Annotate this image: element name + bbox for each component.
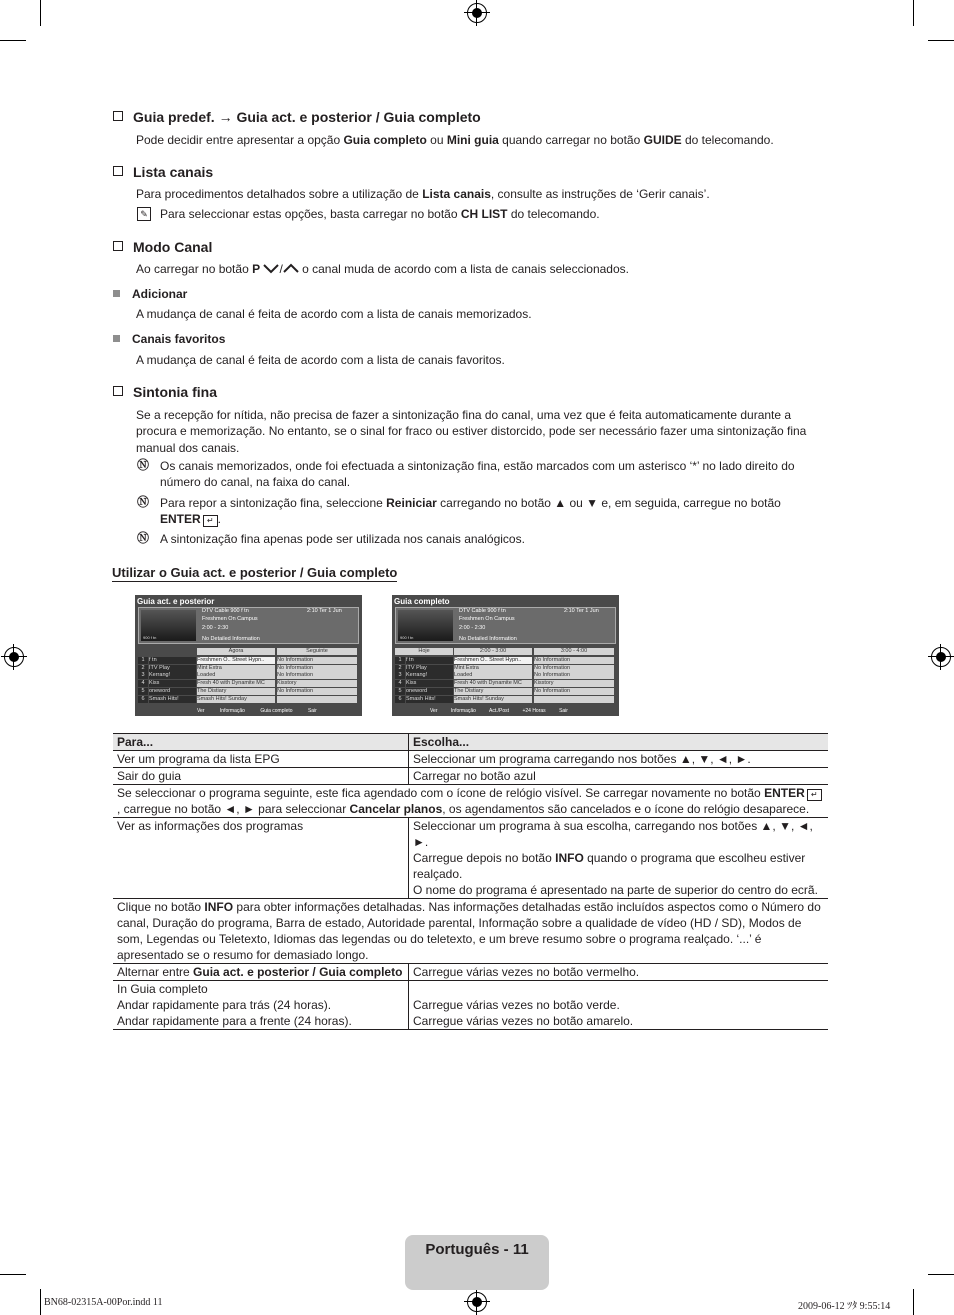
guia-text: Pode decidir entre apresentar a opção Guia completo ou Mini guia quando carregar no botão GUIDE do telecomando.: [136, 133, 774, 147]
registration-mark-icon: [467, 3, 487, 23]
checkbox-bullet-icon: [113, 241, 123, 251]
epg-bottom-bar: [197, 708, 357, 714]
epg-channel-number[interactable]: 1: [395, 657, 405, 664]
checkbox-bullet-icon: [113, 386, 123, 396]
chevron-down-icon: [263, 263, 279, 274]
epg-program-cell[interactable]: Smash Hits! Sunday: [454, 696, 532, 703]
table-row: [113, 899, 828, 964]
epg-channel-name[interactable]: Kiss: [149, 680, 196, 687]
crop-mark: [928, 1274, 954, 1275]
table-row: [113, 981, 828, 1030]
heading-modo-canal: Modo Canal: [113, 239, 212, 255]
heading-lista-canais: Lista canais: [113, 164, 213, 180]
note-icon: Ⓝ: [137, 458, 150, 472]
epg-channel-number[interactable]: 5: [138, 688, 148, 695]
epg-program-cell[interactable]: [277, 696, 357, 703]
square-bullet-icon: [113, 290, 120, 297]
epg-screen-full-guide: [392, 595, 619, 716]
epg-title: Guia act. e posterior: [137, 597, 215, 606]
epg-program-cell[interactable]: No Information: [534, 688, 614, 695]
epg-program-cell[interactable]: [534, 696, 614, 703]
epg-title: Guia completo: [394, 597, 450, 606]
enter-icon: ↵: [203, 515, 218, 527]
epg-program-cell[interactable]: Freshmen O.. Street Hypn..: [197, 657, 275, 664]
adicionar-title: Adicionar: [113, 287, 187, 301]
table-header-para: Para...: [113, 734, 409, 751]
table-cell: In Guia completo Andar rapidamente para trás (24 horas). Andar rapidamente para a frente (24 horas).: [113, 981, 409, 1030]
epg-column-now: Agora: [197, 648, 275, 655]
epg-info-slot: 2:00 - 2:30: [202, 625, 229, 631]
epg-program-cell[interactable]: Kisstory: [534, 680, 614, 687]
epg-channel-number[interactable]: 3: [395, 672, 405, 679]
epg-channel-number[interactable]: 4: [138, 680, 148, 687]
epg-program-cell[interactable]: No Information: [277, 688, 357, 695]
epg-channel-number[interactable]: 6: [395, 696, 405, 703]
square-bullet-icon: [113, 335, 120, 342]
adicionar-text: A mudança de canal é feita de acordo com a lista de canais memorizados.: [136, 307, 532, 321]
epg-program-cell[interactable]: Smash Hits! Sunday: [197, 696, 275, 703]
table-cell: Se seleccionar o programa seguinte, este fica agendado com o ícone de relógio visível. Se carregar novamente no botão ENTER ↵, carregue no botão ◄, ► para seleccionar Cancelar planos, os agendamentos são cancelados e o ícone do relógio desaparece.: [113, 785, 828, 818]
epg-program-cell[interactable]: Mint Extra: [197, 665, 275, 672]
epg-program-cell[interactable]: Kisstory: [277, 680, 357, 687]
enter-icon: ↵: [807, 789, 822, 801]
epg-bottom-bar: [430, 708, 615, 714]
instructions-table: [113, 733, 828, 1030]
table-cell: Carregar no botão azul: [409, 768, 829, 785]
tv-thumbnail: 900 f tn: [141, 610, 196, 641]
epg-channel-name[interactable]: ITV Play: [149, 665, 196, 672]
epg-bar-info[interactable]: Informação: [219, 708, 245, 714]
epg-info-desc: No Detailed Information: [202, 636, 260, 642]
epg-info-desc: No Detailed Information: [459, 636, 517, 642]
crop-mark: [40, 0, 41, 26]
registration-mark-icon: [931, 647, 951, 667]
table-row: [113, 785, 828, 818]
table-cell: Ver as informações dos programas: [113, 818, 409, 899]
heading-guia-predef: Guia predef. → Guia act. e posterior / Guia completo: [113, 109, 481, 125]
epg-channel-number[interactable]: 2: [395, 665, 405, 672]
print-slug-left: BN68-02315A-00Por.indd 11: [44, 1297, 163, 1308]
epg-info-slot: 2:00 - 2:30: [459, 625, 486, 631]
epg-column-next: Seguinte: [277, 648, 357, 655]
epg-info-channel: DTV Cable 900 f tn: [459, 608, 506, 614]
epg-channel-number[interactable]: 2: [138, 665, 148, 672]
table-header-escolha: Escolha...: [409, 734, 829, 751]
section-title-utilizar: Utilizar o Guia act. e posterior / Guia completo: [112, 565, 398, 580]
epg-channel-name[interactable]: Smash Hits!: [149, 696, 196, 703]
epg-bar-now-next[interactable]: Act./Post: [489, 708, 510, 714]
table-cell: Carregue várias vezes no botão vermelho.: [409, 964, 829, 981]
epg-program-cell[interactable]: No Information: [277, 672, 357, 679]
epg-channel-name[interactable]: Kiss: [406, 680, 453, 687]
epg-bar-guide[interactable]: Guia completo: [260, 708, 293, 714]
epg-info-time: 2:10 Ter 1 Jun: [564, 608, 599, 614]
crop-mark: [40, 1289, 41, 1315]
table-cell: Sair do guia: [113, 768, 409, 785]
epg-info-program: Freshmen On Campus: [202, 616, 258, 622]
epg-channel-name[interactable]: Kerrang!: [149, 672, 196, 679]
epg-program-cell[interactable]: Fresh 40 with Dynamite MC: [454, 680, 532, 687]
crop-mark: [0, 40, 26, 41]
table-row: [113, 768, 828, 785]
epg-bar-ver[interactable]: Ver: [197, 708, 205, 714]
lista-note: Para seleccionar estas opções, basta carregar no botão CH LIST do telecomando.: [160, 207, 600, 221]
table-cell: Seleccionar um programa à sua escolha, carregando nos botões ▲, ▼, ◄, ►. Carregue depois no botão INFO quando o programa que escolheu estiver realçado. O nome do programa é apresentado na parte de superior do centro do ecrã.: [409, 818, 829, 899]
table-cell: Alternar entre Guia act. e posterior / Guia completo: [113, 964, 409, 981]
epg-channel-name[interactable]: Kerrang!: [406, 672, 453, 679]
note-icon: Ⓝ: [137, 495, 150, 509]
epg-program-cell[interactable]: No Information: [534, 665, 614, 672]
sintonia-note-3: A sintonização fina apenas pode ser utilizada nos canais analógicos.: [160, 532, 525, 546]
epg-info-channel: DTV Cable 900 f tn: [202, 608, 249, 614]
epg-program-cell[interactable]: Mint Extra: [454, 665, 532, 672]
epg-bar-ver[interactable]: Ver: [430, 708, 438, 714]
modo-text: Ao carregar no botão P / o canal muda de acordo com a lista de canais seleccionados.: [136, 262, 629, 276]
epg-bar-exit[interactable]: Sair: [307, 708, 317, 714]
epg-channel-name[interactable]: f tn: [406, 657, 453, 664]
crop-mark: [928, 40, 954, 41]
checkbox-bullet-icon: [113, 166, 123, 176]
epg-channel-number[interactable]: 5: [395, 688, 405, 695]
print-slug-right: 2009-06-12 ﾂﾀ 9:55:14: [798, 1301, 891, 1312]
epg-column-today: Hoje: [395, 648, 453, 655]
tv-thumbnail: 900 f tn: [398, 610, 453, 641]
epg-channel-number[interactable]: 1: [138, 657, 148, 664]
sintonia-text: Se a recepção for nítida, não precisa de fazer a sintonização fina do canal, uma vez que é feita automaticamente durante a procura e memorização. No entanto, se o sinal for fraco ou estiver distorcido, pode ser necessário fazer uma sintonização fina manual dos canais.: [136, 408, 807, 455]
epg-program-cell[interactable]: Freshmen O.. Street Hypn..: [454, 657, 532, 664]
crop-mark: [0, 1274, 26, 1275]
table-cell: Ver um programa da lista EPG: [113, 751, 409, 768]
table-header-row: [113, 734, 828, 751]
favoritos-text: A mudança de canal é feita de acordo com a lista de canais favoritos.: [136, 353, 505, 367]
sintonia-note-1: Os canais memorizados, onde foi efectuada a sintonização fina, estão marcados com um asterisco ‘*’ no lado direito do número do canal, na faixa do canal.: [160, 459, 795, 490]
epg-bar-info[interactable]: Informação: [450, 708, 476, 714]
chevron-up-icon: [283, 263, 299, 274]
checkbox-bullet-icon: [113, 111, 123, 121]
table-row: [113, 751, 828, 768]
heading-sintonia-fina: Sintonia fina: [113, 384, 217, 400]
epg-program-cell[interactable]: The Distiary: [197, 688, 275, 695]
page-number-tab: [405, 1235, 549, 1290]
epg-program-cell[interactable]: No Information: [534, 657, 614, 664]
epg-channel-name[interactable]: ITV Play: [406, 665, 453, 672]
registration-mark-icon: [4, 647, 24, 667]
epg-program-cell[interactable]: No Information: [277, 665, 357, 672]
table-cell: Seleccionar um programa carregando nos botões ▲, ▼, ◄, ►.: [409, 751, 829, 768]
crop-mark: [913, 1289, 914, 1315]
table-cell: Clique no botão INFO para obter informações detalhadas. Nas informações detalhadas estão incluídos aspectos como o Número do canal, Duração do programa, Barra de estado, Autoridade parental, Informação sobre a qualidade de vídeo (HD / SD), Modos de som, Legendas ou Teletexto, Idiomas das legendas ou do teletexto, e um breve resumo sobre o programa realçado. ‘...’ é apresentado se o resumo for demasiado longo.: [113, 899, 828, 964]
epg-channel-name[interactable]: f tn: [149, 657, 196, 664]
crop-mark: [913, 0, 914, 26]
registration-mark-icon: [467, 1292, 487, 1312]
epg-channel-number[interactable]: 4: [395, 680, 405, 687]
note-icon: Ⓝ: [137, 531, 150, 545]
epg-channel-number[interactable]: 3: [138, 672, 148, 679]
page-number: Português - 11: [425, 1241, 529, 1258]
epg-bar-exit[interactable]: Sair: [559, 708, 568, 714]
epg-channel-name[interactable]: Smash Hits!: [406, 696, 453, 703]
epg-program-cell[interactable]: No Information: [534, 672, 614, 679]
epg-bar-24h[interactable]: +24 Horas: [522, 708, 546, 714]
epg-info-program: Freshmen On Campus: [459, 616, 515, 622]
favoritos-title: Canais favoritos: [113, 332, 225, 346]
epg-channel-name[interactable]: oneword: [149, 688, 196, 695]
epg-info-time: 2:10 Ter 1 Jun: [307, 608, 342, 614]
epg-column-slot-2: 3:00 - 4:00: [534, 648, 614, 655]
table-cell: Carregue várias vezes no botão verde. Carregue várias vezes no botão amarelo.: [409, 981, 829, 1030]
epg-channel-name[interactable]: oneword: [406, 688, 453, 695]
epg-program-cell[interactable]: Fresh 40 with Dynamite MC: [197, 680, 275, 687]
table-row: [113, 818, 828, 899]
table-row: [113, 964, 828, 981]
epg-screen-now-next: [135, 595, 362, 716]
epg-column-slot-1: 2:00 - 3:00: [454, 648, 532, 655]
note-icon: ✎: [137, 207, 151, 221]
lista-text: Para procedimentos detalhados sobre a utilização de Lista canais, consulte as instruções de ‘Gerir canais’.: [136, 187, 710, 201]
epg-program-cell[interactable]: Loaded: [454, 672, 532, 679]
epg-program-cell[interactable]: Loaded: [197, 672, 275, 679]
epg-channel-number[interactable]: 6: [138, 696, 148, 703]
epg-program-cell[interactable]: No Information: [277, 657, 357, 664]
epg-program-cell[interactable]: The Distiary: [454, 688, 532, 695]
sintonia-note-2: Para repor a sintonização fina, seleccione Reiniciar carregando no botão ▲ ou ▼ e, em seguida, carregue no botão ENTER ↵ .: [160, 496, 781, 527]
